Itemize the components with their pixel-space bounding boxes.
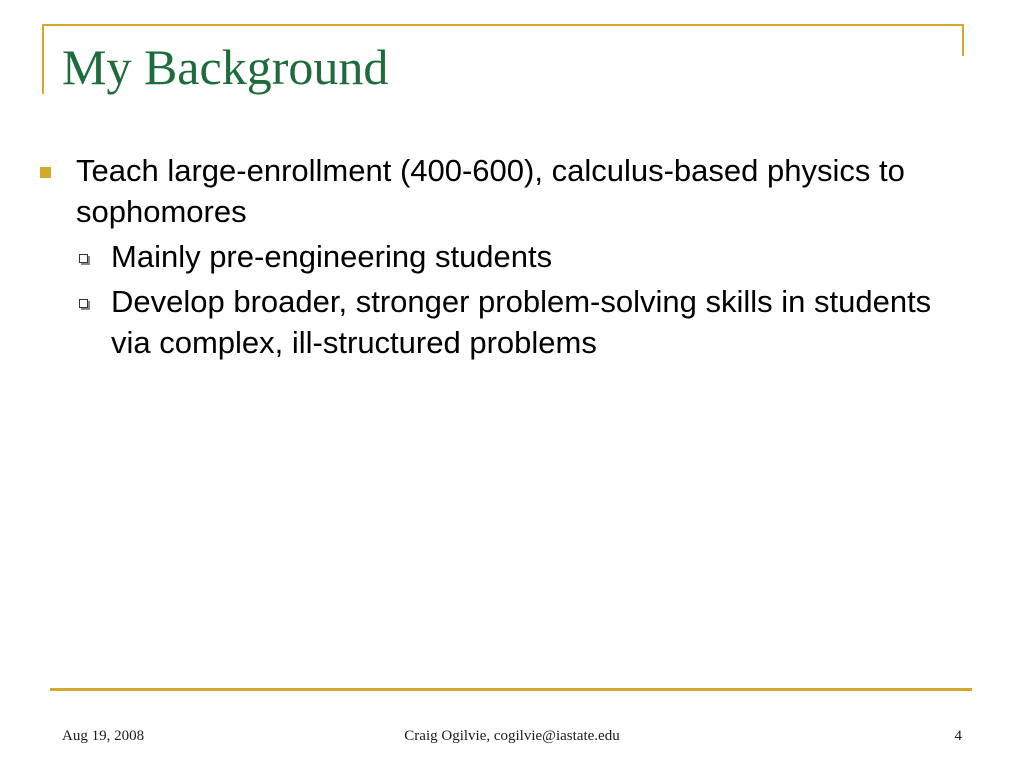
footer-author: Craig Ogilvie, cogilvie@iastate.edu (404, 728, 620, 744)
page-number: 4 (954, 728, 962, 744)
frame-left-line (42, 24, 44, 94)
frame-right-line (962, 24, 964, 56)
footer-date: Aug 19, 2008 (62, 728, 145, 744)
hollow-square-bullet-icon (79, 299, 88, 308)
slide-content (36, 150, 966, 367)
square-bullet-icon (40, 167, 51, 178)
frame-top-line (42, 24, 964, 26)
footer-divider (50, 688, 972, 691)
sub-bullet-list (36, 236, 966, 363)
slide-title: My Background (62, 39, 389, 95)
hollow-square-bullet-icon (79, 254, 88, 263)
sub-bullet-text: Develop broader, stronger problem-solving skills in students via complex, ill-structured problems (111, 284, 932, 360)
bullet-item (36, 150, 966, 232)
sub-bullet-item (36, 236, 966, 277)
sub-bullet-item (36, 281, 966, 363)
sub-bullet-text: Mainly pre-engineering students (111, 239, 553, 274)
bullet-text: Teach large-enrollment (400-600), calculus-based physics to sophomores (76, 153, 905, 229)
